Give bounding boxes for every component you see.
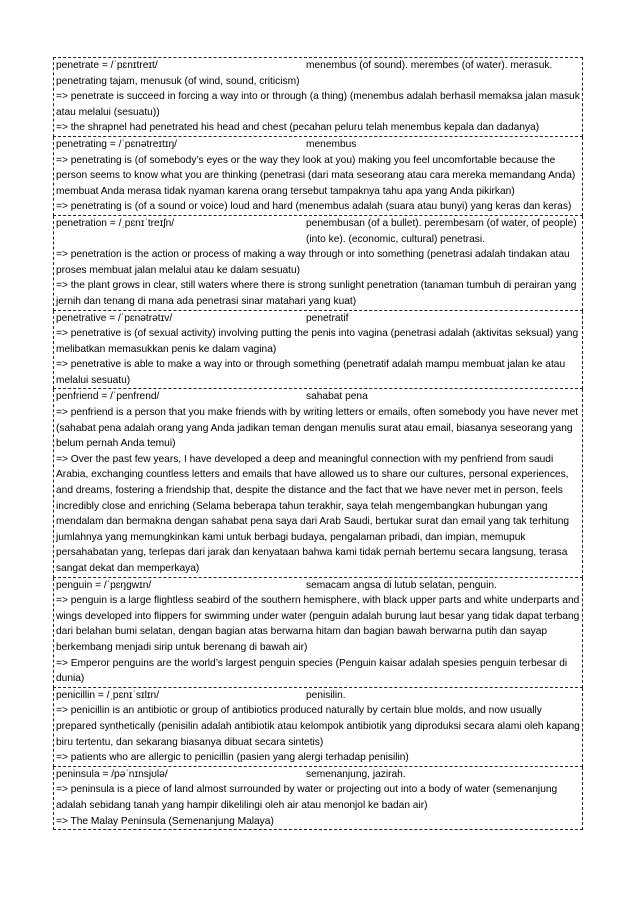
entry-term: penetrate = /ˈpɛnɪtreɪt/ <box>56 60 158 71</box>
glossary-entry <box>53 216 583 311</box>
entry-translation: semacam angsa di lutub selatan, penguin. <box>306 579 497 591</box>
entry-term: penetration = /ˌpɛnɪˈtreɪʃn/ <box>56 217 175 229</box>
entry-term: penetrating = /ˈpɛnətreɪtɪŋ/ <box>56 138 177 150</box>
entry-line: => The Malay Peninsula (Semenanjung Malaya) <box>56 815 274 827</box>
entry-header <box>56 311 581 327</box>
entry-line: => penetrative is able to make a way into or through something (penetratif adalah mampu membuat jalan ke atau melalui sesuatu) <box>56 359 566 386</box>
glossary-entry <box>53 137 583 216</box>
entry-line: => penetrate is succeed in forcing a way into or through (a thing) (menembus adalah berhasil memaksa jalan masuk atau melalui (sesuatu)) <box>56 91 580 118</box>
entry-translation: penembusan (of a bullet). perembesam (of water, of people) (into ke). (economic, cultural) penetrasi. <box>306 217 577 245</box>
entry-header <box>56 389 581 405</box>
glossary-entry <box>53 57 583 137</box>
entry-line: => Emperor penguins are the world’s largest penguin species (Penguin kaisar adalah spesies penguin terbesar di dunia) <box>56 657 568 685</box>
entry-line: => penfriend is a person that you make friends with by writing letters or emails, often somebody you have never met (sahabat pena adalah orang yang Anda jadikan teman dengan menulis surat atau email, biasanya seseorang yang belum pernah Anda temui) <box>56 407 579 450</box>
entry-header <box>56 688 581 704</box>
entry-line: => penetrative is (of sexual activity) involving putting the penis into vagina (penetrasi adalah (aktivitas seksual) yang melibatkan memasukkan penis ke dalam vagina) <box>56 328 579 355</box>
entry-line: penetrating tajam, menusuk (of wind, sound, criticism) <box>56 75 300 87</box>
entry-header <box>56 578 581 594</box>
entry-translation: menembus (of sound). merembes (of water). merasuk. <box>306 60 553 71</box>
entry-line: => penetrating is (of somebody’s eyes or the way they look at you) making you feel uncomfortable because the person seems to know what you are thinking (penetrasi (dari mata seseorang atau cara mereka memandang Anda) membuat Anda merasa tidak nyaman karena orang tersebut tampaknya tahu apa yang Anda pikirkan) <box>56 154 576 197</box>
entry-line: => penetration is the action or process of making a way through or into something (penetrasi adalah tindakan atau proses membuat jalan melalui atau ke dalam sesuatu) <box>56 249 570 276</box>
entry-header <box>56 58 581 74</box>
entry-line: => the shrapnel had penetrated his head and chest (pecahan peluru telah menembus kepala dan dadanya) <box>56 122 540 134</box>
entry-term: penicillin = /ˌpɛnɪˈsɪlɪn/ <box>56 689 160 701</box>
entry-line: => Over the past few years, I have developed a deep and meaningful connection with my penfriend from saudi Arabia, exchanging countless letters and emails that have allowed us to share our cultures, personal experiences, and dreams, fostering a friendship that, despite the distance and the fact that we have never met in person, feels incredibly close and enriching (Selama beberapa tahun terakhir, saya telah mengembangkan hubungan yang mendalam dan bermakna dengan sahabat pena saya dari Arab Saudi, bertukar surat dan email yang tak terhitung jumlahnya yang memungkinkan kami untuk berbagi budaya, pengalaman pribadi, dan impian, memupuk persahabatan yang, terlepas dari jarak dan kenyataan bahwa kami tidak pernah bertemu secara langsung, terasa sangat dekat dan memperkaya) <box>56 453 570 574</box>
entry-line: => the plant grows in clear, still waters where there is strong sunlight penetration (tanaman tumbuh di perairan yang jernih dan tenang di mana ada penetrasi sinar matahari yang kuat) <box>56 280 577 307</box>
entry-term: penguin = /ˈpɛŋɡwɪn/ <box>56 579 152 591</box>
entry-line: => penetrating is (of a sound or voice) loud and hard (menembus adalah (suara atau bunyi) yang keras dan keras) <box>56 201 572 213</box>
entry-translation: penisilin. <box>306 689 346 701</box>
glossary-entry <box>53 311 583 390</box>
glossary-entry <box>53 578 583 688</box>
glossary-entry <box>53 767 583 830</box>
entry-line: => peninsula is a piece of land almost surrounded by water or projecting out into a body of water (semenanjung adalah sebidang tanah yang hampir dikelilingi oleh air atau menonjol ke badan air) <box>56 784 558 811</box>
entry-translation: penetratif <box>306 312 349 324</box>
entry-term: penetrative = /ˈpɛnətrətɪv/ <box>56 312 173 324</box>
entry-header <box>56 216 581 247</box>
entry-header <box>56 137 581 153</box>
glossary-page <box>53 57 583 830</box>
glossary-entry <box>53 688 583 767</box>
glossary-entry <box>53 389 583 577</box>
entry-header <box>56 767 581 783</box>
entry-line: => penicillin is an antibiotic or group of antibiotics produced naturally by certain blue molds, and now usually prepared synthetically (penisilin adalah antibiotik atau kelompok antibiotik yang diproduksi secara alami oleh kapang biru tertentu, dan sekarang biasanya dibuat secara sintetis) <box>56 705 580 748</box>
entry-term: penfriend = /ˈpenfrend/ <box>56 391 160 403</box>
entry-term: peninsula = /pəˈnɪnsjʊlə/ <box>56 768 168 780</box>
entry-translation: menembus <box>306 138 357 150</box>
entry-translation: sahabat pena <box>306 391 368 403</box>
entry-line: => patients who are allergic to penicillin (pasien yang alergi terhadap penisilin) <box>56 752 409 764</box>
entry-translation: semenanjung, jazirah. <box>306 768 406 780</box>
entry-line: => penguin is a large flightless seabird of the southern hemisphere, with black upper parts and white underparts and wings developed into flippers for swimming under water (penguin adalah burung laut besar yang tidak dapat terbang dari belahan bumi selatan, dengan bagian atas berwarna hitam dan bagian bawah berwarna putih dan sayap berkembang menjadi sirip untuk berenang di bawah air) <box>56 595 580 653</box>
